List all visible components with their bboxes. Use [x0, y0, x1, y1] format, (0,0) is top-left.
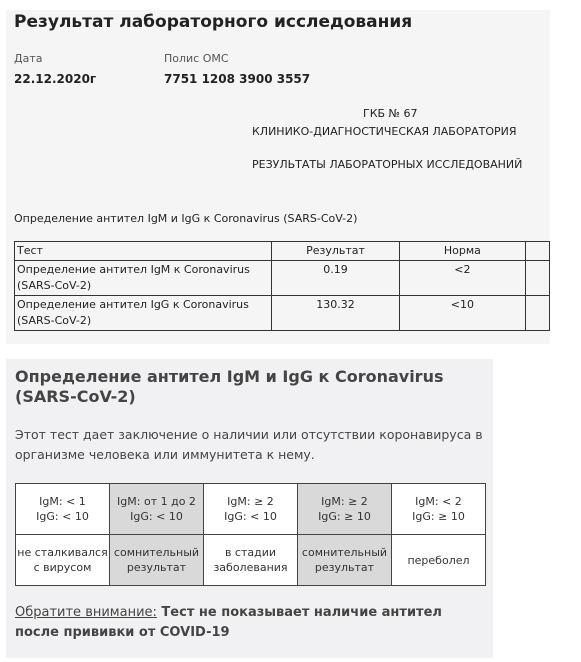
- grid-label-cell: переболел: [392, 535, 486, 586]
- interpretation-grid: [15, 483, 486, 586]
- study-subtitle: Определение антител IgM и IgG к Coronavirus (SARS-CoV-2): [14, 212, 358, 225]
- info-heading: Определение антител IgM и IgG к Coronavirus (SARS-CoV-2): [15, 367, 444, 406]
- column-header-test: Тест: [15, 242, 272, 261]
- policy-label: Полис ОМС: [164, 52, 229, 65]
- date-label: Дата: [14, 52, 43, 65]
- table-header-row: [15, 242, 550, 261]
- table-extra-cell: [526, 261, 550, 296]
- attention-note: [15, 603, 485, 643]
- hospital-name: ГКБ № 67: [363, 107, 418, 120]
- grid-label-cell: не сталкивался с вирусом: [16, 535, 110, 586]
- grid-value-cell: IgM: от 1 до 2 IgG: < 10: [110, 484, 204, 535]
- info-card: [6, 359, 493, 658]
- results-heading: РЕЗУЛЬТАТЫ ЛАБОРАТОРНЫХ ИССЛЕДОВАНИЙ: [252, 158, 523, 171]
- grid-value-cell: IgM: ≥ 2 IgG: < 10: [204, 484, 298, 535]
- grid-value-cell: IgM: < 2 IgG: ≥ 10: [392, 484, 486, 535]
- grid-label-cell: сомнительный результат: [110, 535, 204, 586]
- grid-label-cell: сомнительный результат: [298, 535, 392, 586]
- grid-value-cell: IgM: < 1 IgG: < 10: [16, 484, 110, 535]
- test-name-cell: Определение антител IgM к Coronavirus (SARS-CoV-2): [15, 261, 272, 296]
- grid-value-cell: IgM: ≥ 2 IgG: ≥ 10: [298, 484, 392, 535]
- lab-department: КЛИНИКО-ДИАГНОСТИЧЕСКАЯ ЛАБОРАТОРИЯ: [252, 125, 517, 138]
- grid-labels-row: [16, 535, 486, 586]
- policy-value: 7751 1208 3900 3557: [164, 72, 311, 86]
- table-row: [15, 261, 550, 296]
- grid-label-cell: в стадии заболевания: [204, 535, 298, 586]
- norm-cell: <2: [399, 261, 525, 296]
- result-cell: 0.19: [272, 261, 399, 296]
- attention-text: Тест не показывает наличие антител после прививки от COVID-19: [15, 605, 442, 640]
- table-extra-cell: [526, 242, 550, 261]
- column-header-result: Результат: [272, 242, 399, 261]
- attention-label: Обратите внимание:: [15, 605, 157, 620]
- table-row: [15, 296, 550, 331]
- test-name-cell: Определение антител IgG к Coronavirus (SARS-CoV-2): [15, 296, 272, 331]
- column-header-norm: Норма: [399, 242, 525, 261]
- page-title: Результат лабораторного исследования: [14, 12, 413, 32]
- result-cell: 130.32: [272, 296, 399, 331]
- date-value: 22.12.2020г: [14, 72, 97, 86]
- results-table: [14, 241, 550, 331]
- grid-values-row: [16, 484, 486, 535]
- norm-cell: <10: [399, 296, 525, 331]
- table-extra-cell: [526, 296, 550, 331]
- info-description: Этот тест дает заключение о наличии или отсутствии коронавируса в организме человека или иммунитета к нему.: [15, 427, 483, 462]
- lab-result-card: [6, 10, 550, 344]
